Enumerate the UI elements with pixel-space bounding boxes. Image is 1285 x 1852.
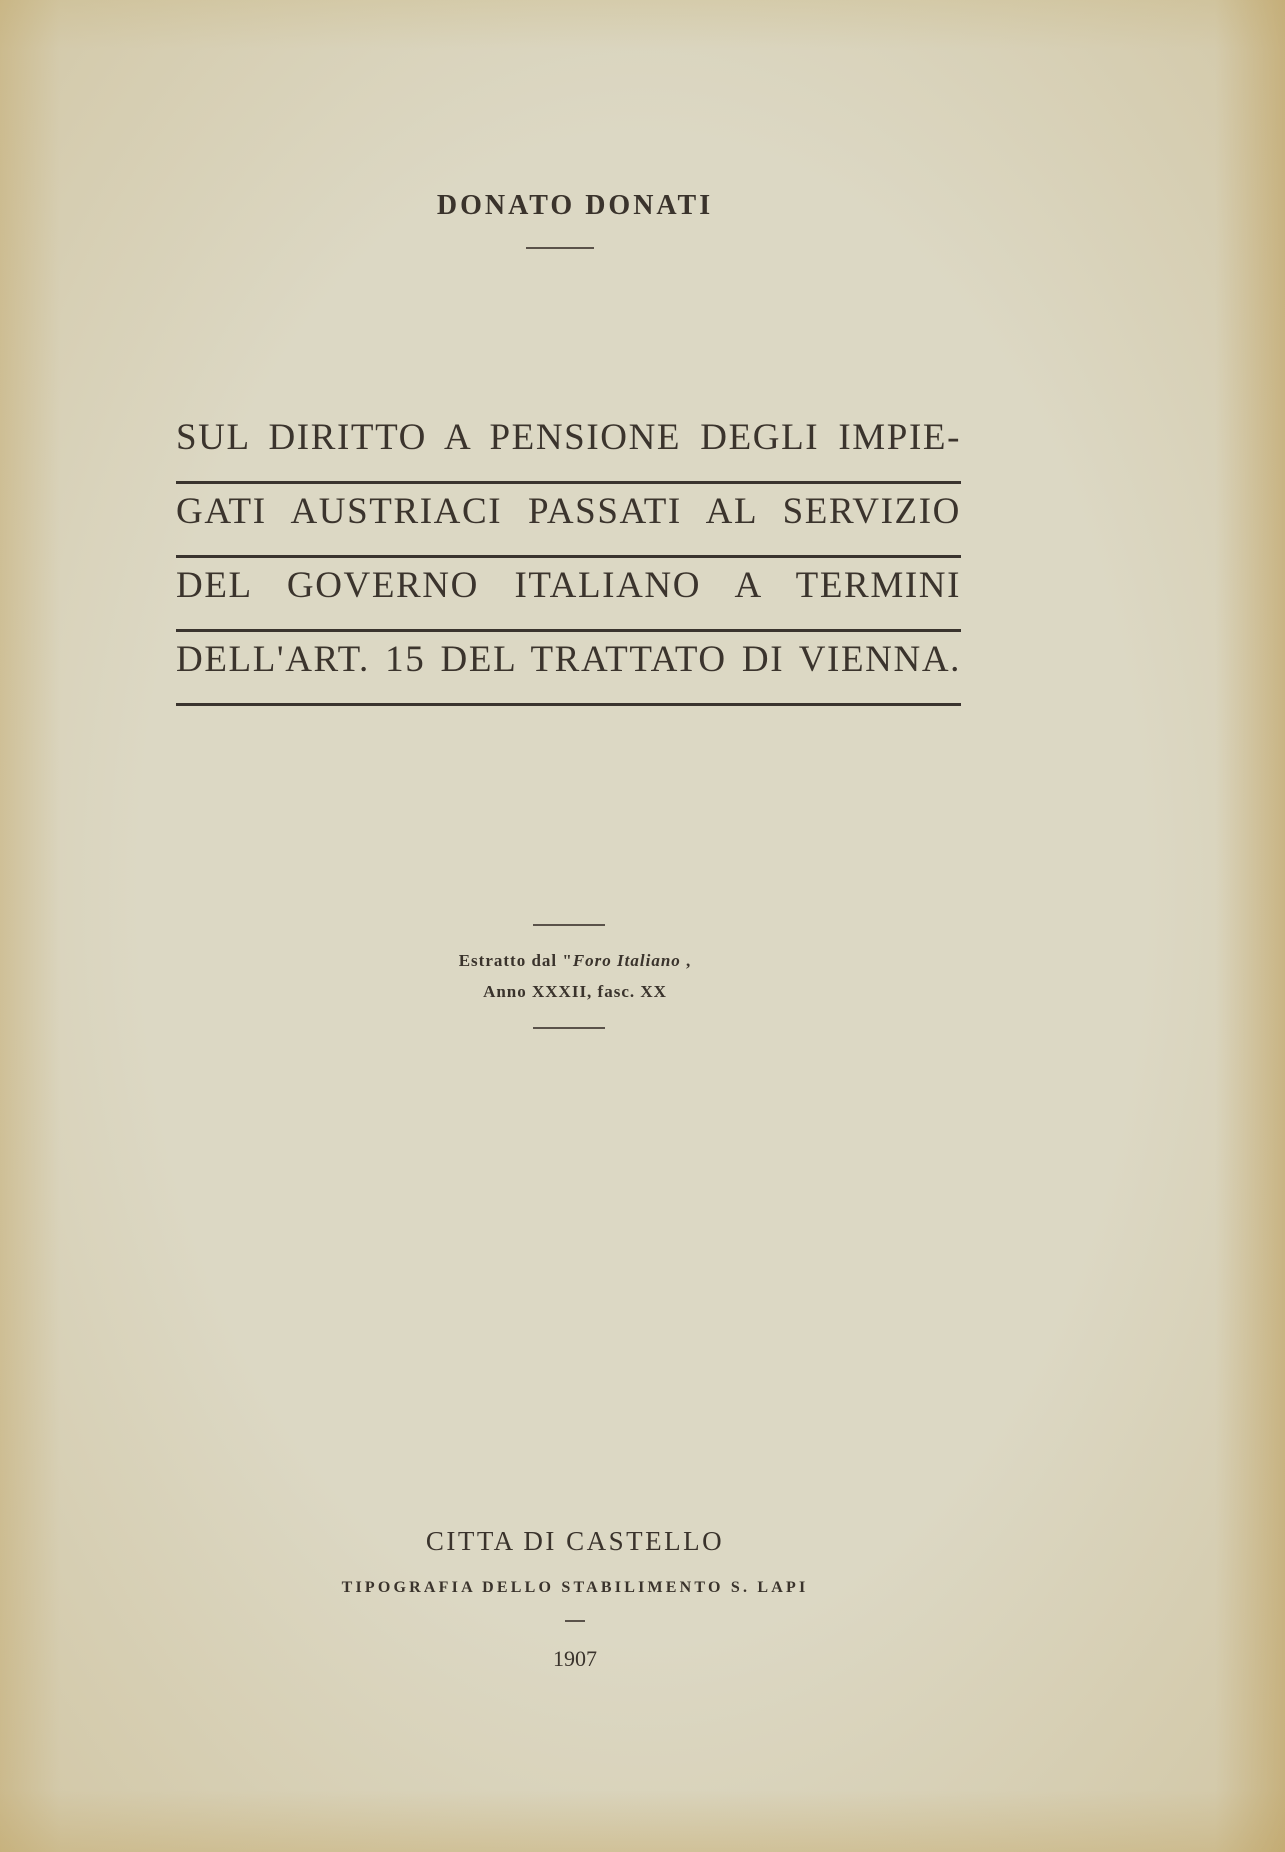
journal-name: Foro Italiano bbox=[572, 951, 681, 970]
extract-issue: Anno XXXII, fasc. XX bbox=[483, 982, 667, 1001]
extract-rule-bottom bbox=[533, 1027, 605, 1029]
imprint-rule bbox=[565, 1620, 585, 1622]
author-rule bbox=[526, 247, 594, 249]
work-title bbox=[176, 410, 961, 706]
extract-suffix: , bbox=[680, 951, 692, 970]
extract-rule-top bbox=[533, 924, 605, 926]
title-line-2: GATI AUSTRIACI PASSATI AL SERVIZIO bbox=[176, 484, 961, 558]
imprint-year: 1907 bbox=[553, 1646, 597, 1671]
title-line-4: DELL'ART. 15 DEL TRATTATO DI VIENNA. bbox=[176, 632, 961, 706]
extract-prefix: Estratto dal " bbox=[458, 951, 573, 970]
author-name: DONATO DONATI bbox=[436, 190, 714, 221]
imprint-printer: TIPOGRAFIA DELLO STABILIMENTO S. LAPI bbox=[341, 1579, 809, 1596]
extract-source bbox=[0, 945, 1150, 976]
title-line-1: SUL DIRITTO A PENSIONE DEGLI IMPIE- bbox=[176, 410, 961, 484]
imprint-city: CITTA DI CASTELLO bbox=[425, 1526, 725, 1556]
extract-note bbox=[0, 945, 1150, 1007]
title-line-3: DEL GOVERNO ITALIANO A TERMINI bbox=[176, 558, 961, 632]
